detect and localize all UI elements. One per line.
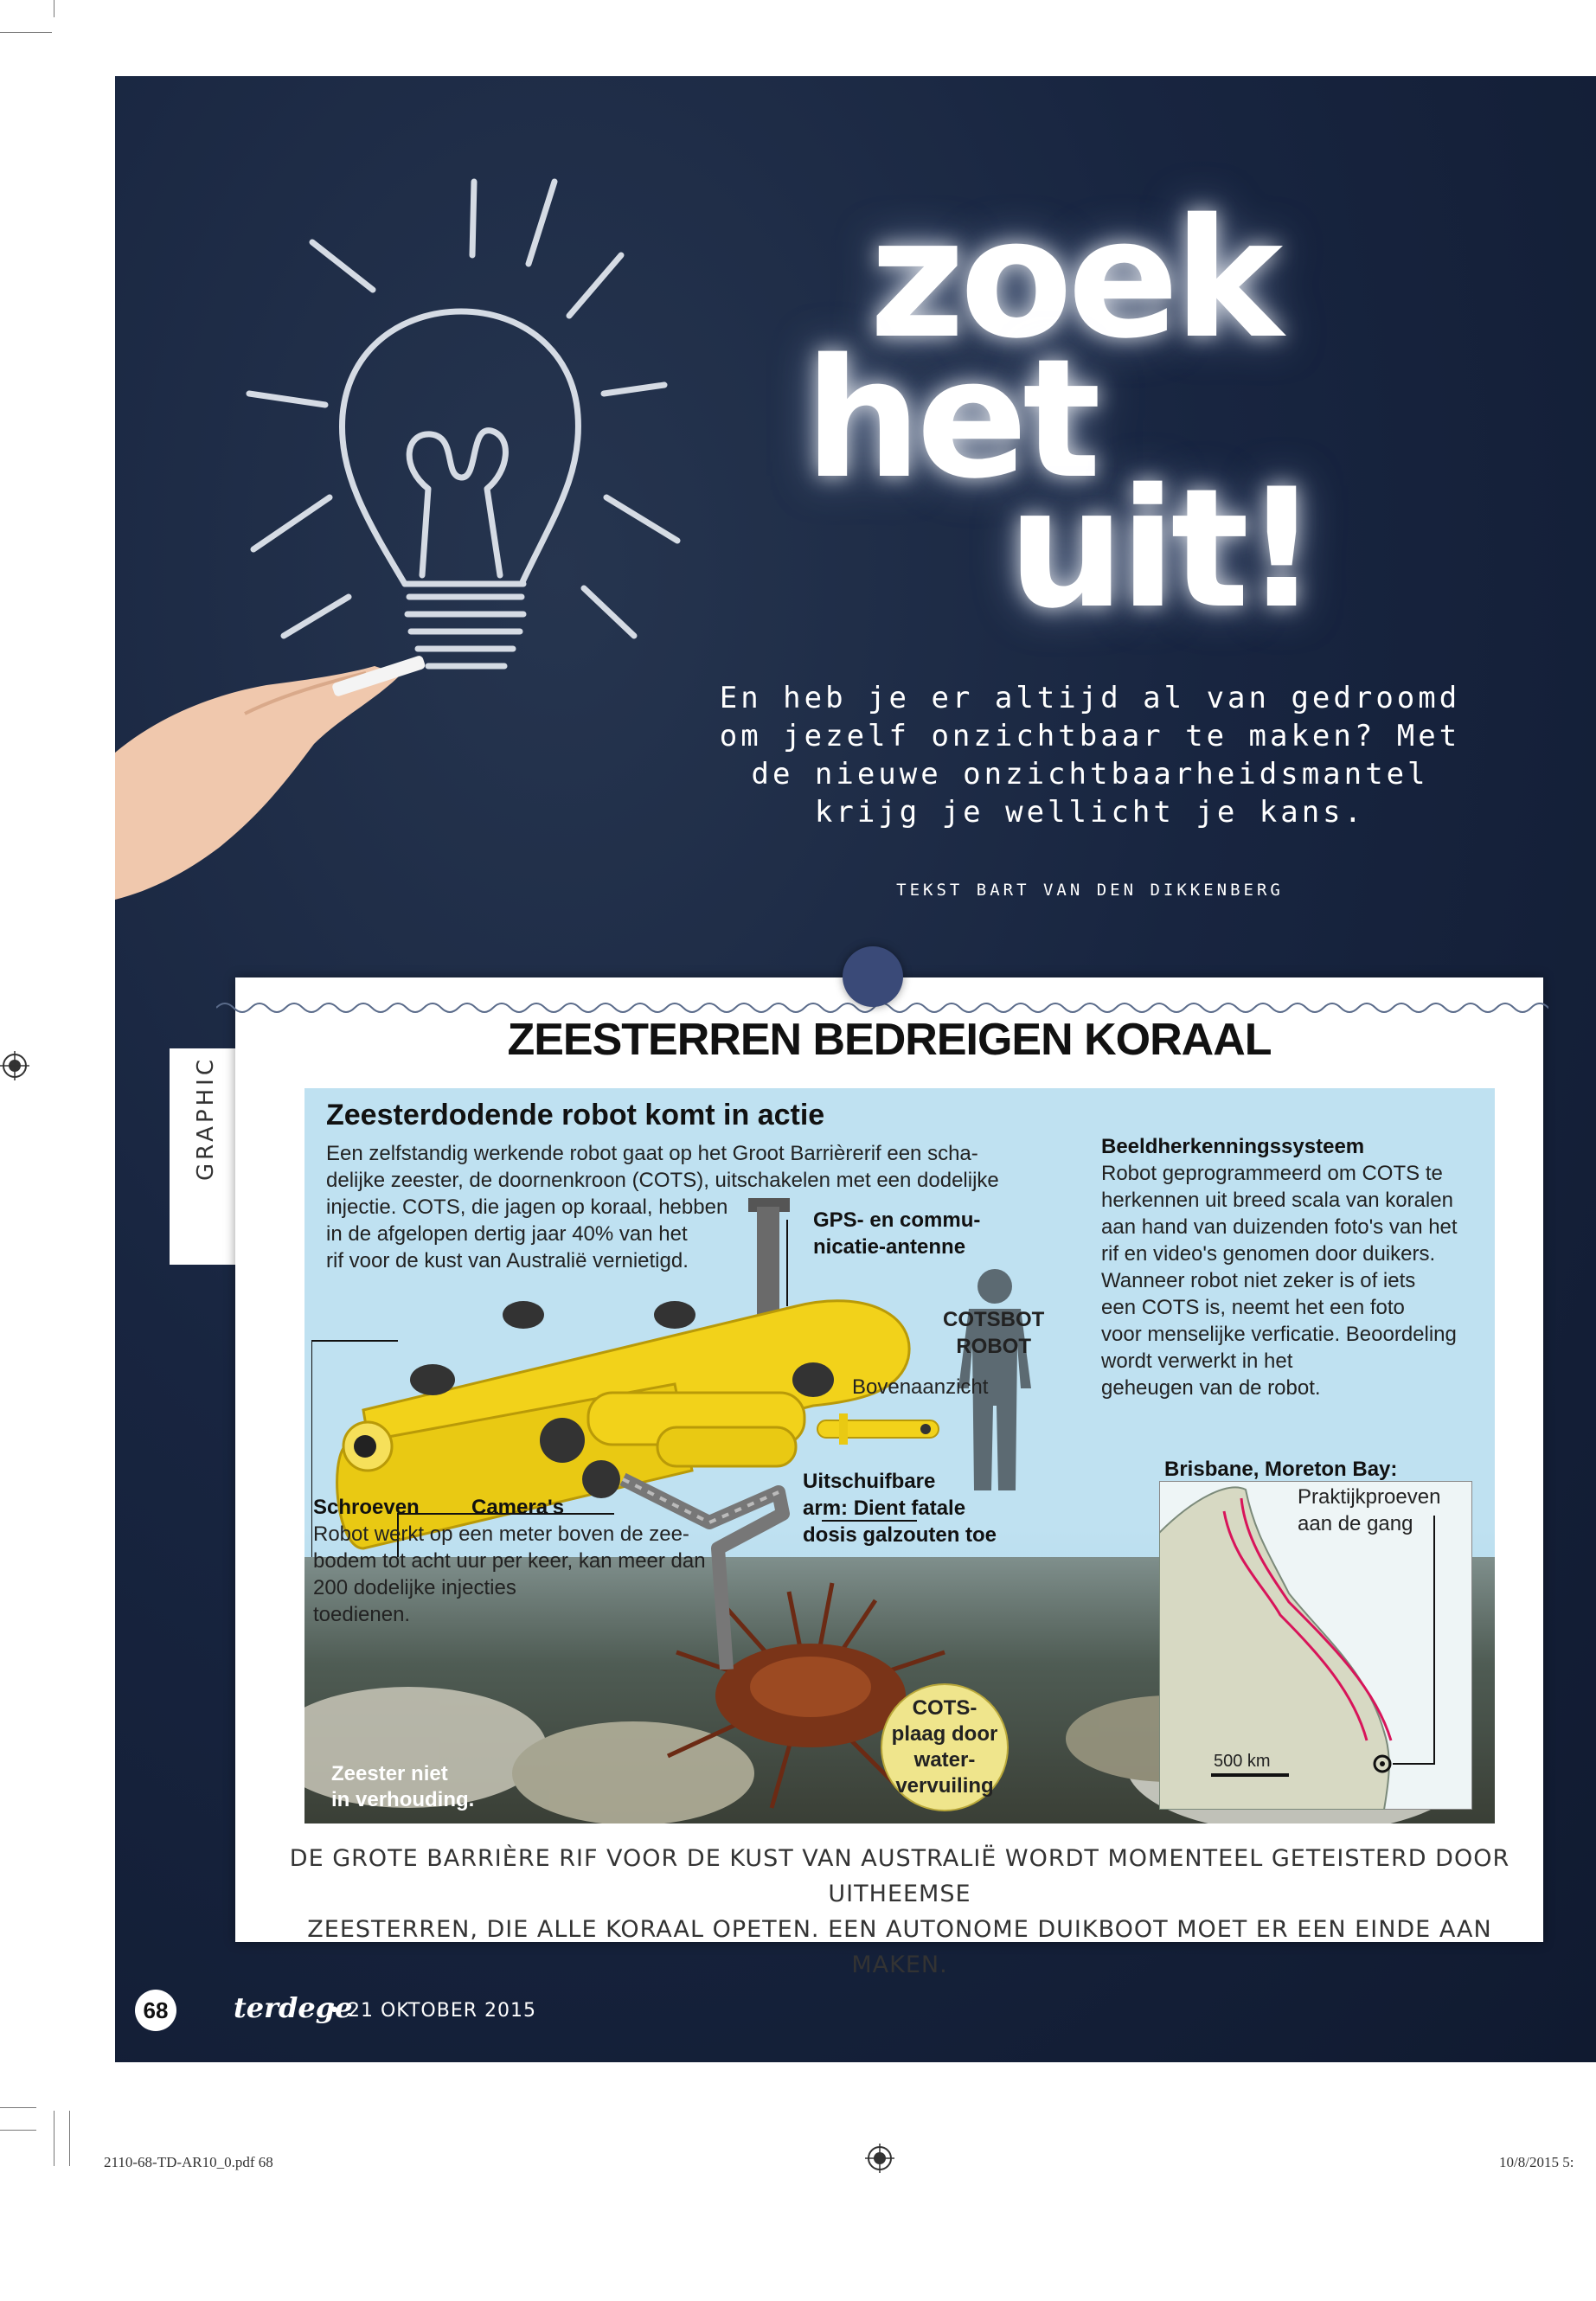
vision-line: Robot geprogrammeerd om COTS te — [1101, 1162, 1443, 1185]
issue-date: • 21 OKTOBER 2015 — [329, 2000, 537, 2022]
lead-line: injectie. COTS, die jagen op koraal, hebben — [326, 1195, 728, 1219]
graphic-caption: DE GROTE BARRIÈRE RIF VOOR DE KUST VAN AUSTRALIË WORDT MOMENTEEL GETEISTERD DOOR UITHEEMSE ZEESTERREN, DIE ALLE KORAAL OPETEN. EEN AUTONOME DUIKBOOT MOET ER EEN EINDE AAN MAKEN. — [289, 1845, 1510, 1978]
print-file-name: 2110-68-TD-AR10_0.pdf 68 — [104, 2154, 273, 2170]
operation-text: Robot werkt op een meter boven de zee- bodem tot acht uur per keer, kan meer dan 200 dodelijke injecties toedienen. — [313, 1522, 706, 1626]
lead-line: Een zelfstandig werkende robot gaat op het Groot Barrièrerif een scha- — [326, 1142, 978, 1165]
lead-line: rif voor de kust van Australië vernietigd. — [326, 1249, 689, 1272]
crop-mark — [69, 2111, 70, 2166]
print-date: 10/8/2015 5: — [1499, 2154, 1574, 2170]
headline-line2: het — [804, 324, 1096, 515]
lead-line: in de afgelopen dertig jaar 40% van het — [326, 1222, 688, 1246]
pin-dot — [843, 946, 903, 1007]
top-view-label: Bovenaanzicht — [852, 1375, 989, 1399]
registration-mark-icon — [0, 1051, 29, 1080]
intro-text: En heb je er altijd al van gedroomd om jezelf onzichtbaar te maken? Met de nieuwe onzichtbaarheidsmantel krijg je wellicht je kans. — [719, 681, 1461, 830]
vision-line: rif en video's genomen door duikers. — [1101, 1242, 1436, 1266]
plague-badge: COTS- plaag door water- vervuiling — [881, 1683, 1009, 1811]
vision-title: Beeldherkenningssysteem — [1101, 1135, 1365, 1158]
vision-line: Wanneer robot niet zeker is of iets — [1101, 1269, 1416, 1292]
byline: TEKST BART VAN DEN DIKKENBERG — [896, 881, 1284, 900]
robot-top-view — [813, 1412, 943, 1446]
vision-system-block — [1101, 1133, 1482, 1401]
section-tab-label: GRAPHIC — [193, 1056, 219, 1181]
graphic-title: ZEESTERREN BEDREIGEN KORAAL — [507, 1015, 1272, 1065]
cotsbot-label: COTSBOT ROBOT — [943, 1308, 1045, 1358]
starfish-note: Zeester niet in verhouding. — [331, 1762, 475, 1811]
vision-line: herkennen uit breed scala van koralen — [1101, 1189, 1453, 1212]
headline-line3: uit! — [1008, 453, 1314, 644]
crop-mark — [0, 2107, 36, 2108]
lead-line: delijke zeester, de doornenkroon (COTS), uitschakelen met een dodelijke — [326, 1169, 999, 1192]
page-number: 68 — [135, 1990, 176, 2031]
vision-line: een COTS is, neemt het een foto — [1101, 1296, 1405, 1319]
vision-line: voor menselijke verficatie. Beoordeling — [1101, 1323, 1457, 1346]
propellers-label: Schroeven — [313, 1496, 420, 1519]
graphic-subtitle: Zeesterdodende robot komt in actie — [326, 1099, 825, 1131]
vision-line: geheugen van de robot. — [1101, 1376, 1321, 1400]
crop-mark — [0, 32, 52, 33]
vision-line: aan hand van duizenden foto's van het — [1101, 1215, 1458, 1239]
magazine-logo: terdege — [234, 1991, 353, 2024]
lightbulb-icon — [115, 156, 755, 917]
crop-mark — [0, 2130, 36, 2131]
headline-line1: zoek — [869, 183, 1279, 375]
map-title: Brisbane, Moreton Bay: — [1164, 1458, 1398, 1481]
arm-label: Uitschuifbare arm: Dient fatale dosis galzouten toe — [803, 1470, 997, 1547]
vision-line: wordt verwerkt in het — [1101, 1349, 1293, 1373]
map-scale: 500 km — [1214, 1752, 1271, 1771]
registration-mark-icon — [865, 2144, 894, 2173]
antenna-label: GPS- en commu- nicatie-antenne — [813, 1208, 981, 1259]
map-note: Praktijkproeven aan de gang — [1298, 1485, 1441, 1535]
cameras-label: Camera's — [471, 1496, 565, 1519]
